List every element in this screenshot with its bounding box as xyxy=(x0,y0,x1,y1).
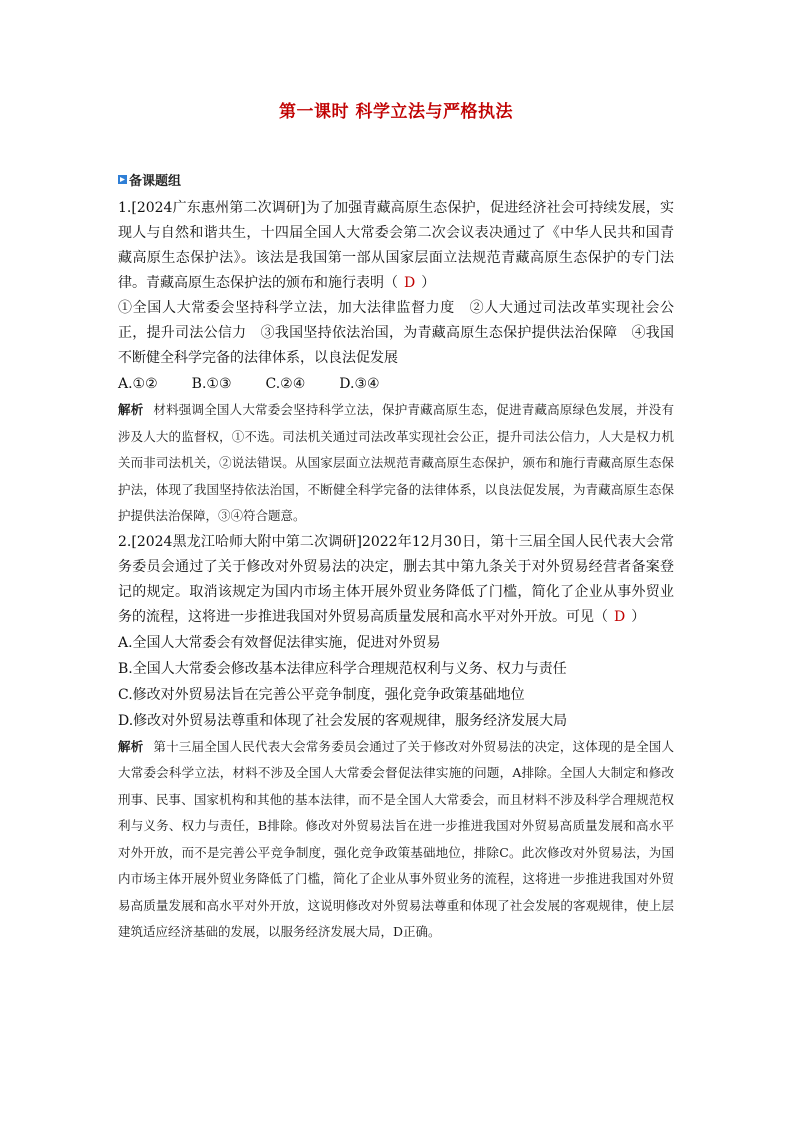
question-stem xyxy=(118,530,674,630)
option-c: C.修改对外贸易法旨在完善公平竞争制度，强化竞争政策基础地位 xyxy=(118,686,525,703)
option-b: B.全国人大常委会修改基本法律应科学合理规范权利与义务、权力与责任 xyxy=(118,660,567,677)
option-b: B.①③ xyxy=(191,376,232,392)
question-stem-text: 1.[2024广东惠州第二次调研]为了加强青藏高原生态保护，促进经济社会可持续发展，实现人与自然和谐共生，十四届全国人大常委会第二次会议表决通过了《中华人民共和国青藏高原生态保护法》。该法是我国第一部从国家层面立法规范青藏高原生态保护的专门法律。青藏高原生态保护法的颁布和施行表明（ xyxy=(118,200,674,291)
page-title: 第一课时 科学立法与严格执法 xyxy=(279,102,513,122)
analysis-text: 第十三届全国人民代表大会常务委员会通过了关于修改对外贸易法的决定，这体现的是全国人大常委会科学立法，材料不涉及全国人大常委会督促法律实施的问题，A排除。全国人大制定和修改刑事、民事、国家机构和其他的基本法律，而不是全国人大常委会，而且材料不涉及科学合理规范权利与义务、权力与责任，B排除。修改对外贸易法旨在进一步推进我国对外贸易高质量发展和高水平对外开放，而不是完善公平竞争制度，强化竞争政策基础地位，排除C。此次修改对外贸易法，为国内市场主体开展外贸业务降低了门槛，简化了企业从事外贸业务的流程，这将进一步推进我国对外贸易高质量发展和高水平对外开放，这说明修改对外贸易法尊重和体现了社会发展的客观规律，使上层建筑适应经济基础的发展，以服务经济发展大局，D正确。 xyxy=(118,738,674,939)
question-1 xyxy=(118,196,674,530)
section-heading xyxy=(118,170,181,189)
analysis-label: 解析 xyxy=(118,738,144,754)
analysis-block xyxy=(118,734,674,946)
option-list xyxy=(118,371,674,397)
analysis-block xyxy=(118,397,674,530)
option-a: A.全国人大常委会有效督促法律实施，促进对外贸易 xyxy=(118,634,441,651)
option-a: A.①② xyxy=(118,376,158,392)
question-2 xyxy=(118,530,674,946)
question-stem-end: ） xyxy=(631,608,646,625)
section-marker-icon xyxy=(118,175,127,184)
option-d: D.③④ xyxy=(339,376,380,392)
section-heading-label: 备课题组 xyxy=(129,174,182,189)
question-stem xyxy=(118,196,674,296)
option-c: C.②④ xyxy=(265,376,306,392)
option-d: D.修改对外贸易法尊重和体现了社会发展的客观规律，服务经济发展大局 xyxy=(118,712,568,729)
analysis-label: 解析 xyxy=(118,402,144,417)
answer-mark: D xyxy=(614,608,626,625)
answer-mark: D xyxy=(404,275,416,291)
question-stem-end: ） xyxy=(421,275,436,291)
question-stem-text: 2.[2024黑龙江哈师大附中第二次调研]2022年12月30日，第十三届全国人民代表大会常务委员会通过了关于修改对外贸易法的决定，删去其中第九条关于对外贸易经营者备案登记的规定。取消该规定为国内市场主体开展外贸业务降低了门槛，简化了企业从事外贸业务的流程，这将进一步推进我国对外贸易高质量发展和高水平对外开放。可见（ xyxy=(118,533,674,625)
question-statements: ①全国人大常委会坚持科学立法，加大法律监督力度 ②人大通过司法改革实现社会公正，提升司法公信力 ③我国坚持依法治国，为青藏高原生态保护提供法治保障 ④我国不断健全科学完备的法律体系，以良法促发展 xyxy=(118,300,674,366)
questions-content xyxy=(118,196,674,946)
analysis-text: 材料强调全国人大常委会坚持科学立法，保护青藏高原生态，促进青藏高原绿色发展，并没有涉及人大的监督权，①不选。司法机关通过司法改革实现社会公正，提升司法公信力，人大是权力机关而非司法机关，②说法错误。从国家层面立法规范青藏高原生态保护，颁布和施行青藏高原生态保护法，体现了我国坚持依法治国，不断健全科学完备的法律体系，以良法促发展，为青藏高原生态保护提供法治保障，③④符合题意。 xyxy=(118,402,674,523)
